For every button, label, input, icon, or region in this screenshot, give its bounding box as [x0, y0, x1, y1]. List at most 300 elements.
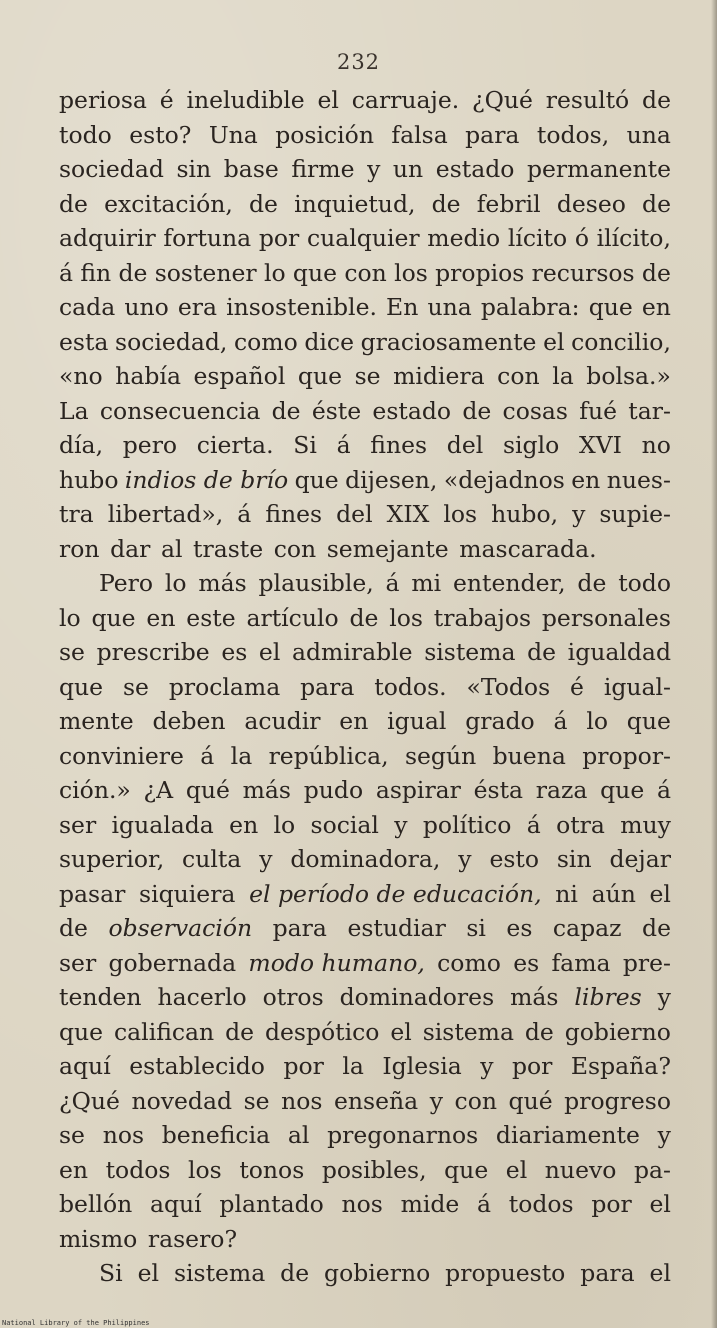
- word: medio: [427, 224, 501, 252]
- text-line: [59, 221, 671, 256]
- word: posición: [275, 120, 374, 149]
- word: del: [446, 431, 484, 459]
- word: esto: [489, 845, 539, 873]
- text-line: [59, 359, 671, 394]
- word: deben: [152, 707, 226, 735]
- word: á: [553, 707, 568, 735]
- word: á: [336, 431, 351, 459]
- word: de: [271, 396, 301, 425]
- word: nos: [281, 1086, 323, 1115]
- word: fines: [370, 431, 428, 459]
- word: y: [657, 983, 671, 1011]
- word: que: [292, 258, 338, 287]
- word: aquí: [149, 1190, 202, 1218]
- word: tra: [59, 500, 94, 528]
- text-line: [59, 980, 671, 1015]
- text-line: [59, 773, 671, 808]
- word: los: [443, 500, 478, 528]
- word: semejante: [326, 534, 449, 563]
- word: mi: [411, 569, 442, 597]
- word: capaz: [552, 914, 622, 942]
- word: prescribe: [96, 638, 210, 666]
- word: es: [513, 948, 540, 977]
- word: al: [287, 1121, 310, 1149]
- word: XIX: [386, 500, 430, 528]
- word: á: [200, 741, 215, 770]
- word: se: [122, 672, 149, 701]
- word: pasar: [59, 879, 126, 908]
- word: traste: [193, 534, 264, 563]
- word: esta: [59, 327, 109, 356]
- text-line: [59, 532, 671, 567]
- body-text: [59, 83, 671, 1291]
- word: ¿A: [143, 776, 174, 804]
- word: lo: [586, 707, 608, 735]
- word: más: [198, 569, 247, 597]
- page-edge: [711, 0, 717, 1328]
- word: sin: [556, 845, 592, 873]
- word: de: [349, 603, 379, 632]
- text-line: [59, 1049, 671, 1084]
- word: más: [510, 983, 559, 1011]
- word: lo: [273, 810, 296, 839]
- word: XVI: [578, 431, 622, 459]
- word: libertad»,: [107, 500, 224, 528]
- word: observación: [108, 914, 253, 942]
- word: este: [186, 603, 236, 632]
- word: plausible,: [258, 569, 374, 597]
- word: plantado: [219, 1190, 324, 1218]
- word: nuevo: [544, 1155, 617, 1184]
- word: beneficia: [161, 1121, 271, 1149]
- word: qué: [508, 1086, 553, 1115]
- word: todos: [508, 1190, 574, 1218]
- word: deseo: [556, 189, 626, 218]
- word: mismo: [59, 1224, 138, 1253]
- word: en: [59, 1155, 89, 1184]
- word: ¿Qué: [472, 86, 533, 114]
- word: y: [259, 845, 273, 873]
- word: conviniere: [59, 741, 184, 770]
- word: «no: [59, 362, 103, 390]
- word: fué: [579, 396, 617, 425]
- word: en: [571, 465, 601, 494]
- word: como: [437, 948, 501, 977]
- word: permanente: [526, 155, 671, 183]
- word: de: [462, 396, 492, 425]
- word: el: [649, 879, 671, 908]
- word: el: [505, 1155, 528, 1184]
- text-line: [59, 946, 671, 981]
- word: de: [118, 258, 148, 287]
- word: España?: [570, 1052, 671, 1080]
- word: al: [160, 534, 183, 563]
- word: igual-: [603, 672, 671, 701]
- word: graciosamente: [360, 327, 537, 356]
- word: aquí: [59, 1052, 111, 1080]
- word: por: [258, 224, 300, 252]
- word: Si: [99, 1259, 123, 1287]
- page-number: 232: [336, 50, 381, 74]
- word: según: [404, 741, 477, 770]
- word: hacerlo: [157, 983, 247, 1011]
- text-line: [59, 1015, 671, 1050]
- word: fortuna: [163, 224, 252, 252]
- word: diariamente: [495, 1121, 640, 1149]
- word: de: [280, 1259, 310, 1287]
- word: estudiar: [347, 914, 446, 942]
- word: establecido: [129, 1052, 265, 1080]
- word: sostener: [154, 258, 257, 287]
- word: ser: [59, 810, 97, 839]
- word: hubo,: [491, 500, 559, 528]
- word: libres: [574, 983, 642, 1011]
- word: ¿Qué: [59, 1086, 120, 1115]
- text-line: [59, 877, 671, 912]
- word: con: [454, 1086, 497, 1115]
- word: que: [600, 776, 645, 804]
- word: en: [229, 810, 259, 839]
- word: y: [572, 500, 586, 528]
- word: sistema: [422, 1017, 514, 1046]
- word: ineludible: [186, 86, 305, 114]
- word: de: [225, 1017, 255, 1046]
- text-line: [59, 601, 671, 636]
- word: La: [59, 396, 89, 425]
- word: Pero: [99, 569, 154, 597]
- word: tenden: [59, 983, 142, 1011]
- word: nos: [102, 1121, 145, 1149]
- word: de: [642, 914, 671, 942]
- word: un: [392, 155, 424, 183]
- word: personales: [541, 603, 671, 632]
- word: que: [626, 707, 671, 735]
- word: la: [230, 741, 253, 770]
- text-line: [59, 808, 671, 843]
- word: novedad: [131, 1086, 233, 1115]
- word: periosa: [59, 86, 147, 114]
- word: no: [641, 431, 671, 459]
- word: social: [310, 810, 379, 839]
- word: pre-: [622, 948, 671, 977]
- word: cada: [59, 293, 116, 321]
- word: se: [59, 638, 85, 666]
- text-line: [59, 325, 671, 360]
- text-line: [59, 1222, 671, 1257]
- word: que: [59, 1017, 104, 1046]
- word: hubo: [59, 465, 119, 494]
- word: Iglesia: [382, 1052, 462, 1080]
- word: rasero?: [147, 1224, 238, 1253]
- word: excitación,: [104, 189, 233, 218]
- word: y: [657, 1121, 671, 1149]
- word: había: [115, 362, 181, 390]
- word: buena: [492, 741, 566, 770]
- word: á: [656, 776, 671, 804]
- word: de: [642, 189, 671, 218]
- word: posibles,: [321, 1155, 427, 1184]
- word: califican: [114, 1017, 215, 1046]
- word: recursos: [531, 258, 635, 287]
- word: todo: [59, 120, 112, 149]
- word: el período de educación,: [249, 879, 542, 908]
- word: fama: [551, 948, 611, 977]
- word: de: [524, 1017, 554, 1046]
- word: una: [427, 293, 472, 321]
- word: firme: [291, 155, 355, 183]
- word: pregonarnos: [327, 1121, 479, 1149]
- word: de: [641, 258, 671, 287]
- word: aspirar: [375, 776, 461, 804]
- word: de: [59, 189, 88, 218]
- text-line: [59, 1153, 671, 1188]
- word: mente: [59, 707, 134, 735]
- word: dice: [304, 327, 354, 356]
- word: sin: [176, 155, 212, 183]
- word: ción.»: [59, 776, 131, 804]
- word: propuesto: [445, 1259, 566, 1287]
- library-credit: National Library of the Philippines: [2, 1319, 150, 1327]
- text-line: [59, 842, 671, 877]
- word: que: [59, 672, 104, 701]
- word: para: [300, 672, 355, 701]
- word: «dejadnos: [443, 465, 565, 494]
- word: más: [242, 776, 291, 804]
- word: por: [283, 1052, 324, 1080]
- word: gobierno: [324, 1259, 431, 1287]
- word: en: [146, 603, 176, 632]
- word: tonos: [239, 1155, 305, 1184]
- word: base: [223, 155, 279, 183]
- word: tar-: [628, 396, 671, 425]
- text-line: [59, 1256, 671, 1291]
- word: carruaje.: [351, 86, 460, 114]
- text-line: [59, 739, 671, 774]
- word: el: [649, 1259, 671, 1287]
- word: se: [243, 1086, 270, 1115]
- word: uno: [124, 293, 169, 321]
- word: entender,: [453, 569, 566, 597]
- word: á: [477, 1190, 492, 1218]
- word: lícito: [507, 224, 568, 252]
- word: ron: [59, 534, 100, 563]
- word: sistema: [173, 1259, 266, 1287]
- word: aún: [591, 879, 636, 908]
- word: inquietud,: [294, 189, 416, 218]
- word: bolsa.»: [586, 362, 671, 390]
- word: concilio,: [571, 327, 671, 356]
- word: otra: [556, 810, 605, 839]
- word: de: [577, 569, 607, 597]
- word: progreso: [564, 1086, 671, 1115]
- word: que: [91, 603, 136, 632]
- word: ésta: [473, 776, 524, 804]
- word: que: [297, 362, 342, 390]
- word: lo: [164, 569, 187, 597]
- word: culta: [182, 845, 242, 873]
- word: nos: [341, 1190, 383, 1218]
- word: raza: [535, 776, 588, 804]
- text-line: [59, 704, 671, 739]
- word: con: [497, 362, 540, 390]
- text-line: [59, 463, 671, 498]
- word: en: [339, 707, 369, 735]
- word: por: [511, 1052, 553, 1080]
- word: es: [506, 914, 533, 942]
- word: con: [344, 258, 387, 287]
- word: artículo: [246, 603, 339, 632]
- word: pudo: [303, 776, 364, 804]
- word: si: [466, 914, 486, 942]
- word: los: [394, 258, 428, 287]
- word: sistema: [424, 638, 516, 666]
- word: ó: [574, 224, 589, 252]
- word: admirable: [291, 638, 413, 666]
- word: «Todos: [466, 672, 551, 701]
- word: midiera: [393, 362, 485, 390]
- word: adquirir: [59, 224, 156, 252]
- word: los: [188, 1155, 222, 1184]
- word: febril: [476, 189, 541, 218]
- word: resultó: [545, 86, 630, 114]
- text-line: [59, 497, 671, 532]
- word: bellón: [59, 1190, 133, 1218]
- text-line: [59, 152, 671, 187]
- word: la: [552, 362, 574, 390]
- word: é: [159, 86, 174, 114]
- word: dominadores: [339, 983, 495, 1011]
- word: se: [59, 1121, 85, 1149]
- word: dominadora,: [290, 845, 441, 873]
- word: enseña: [334, 1086, 419, 1115]
- word: modo humano,: [248, 948, 425, 977]
- word: lo: [59, 603, 81, 632]
- word: qué: [185, 776, 230, 804]
- word: de: [59, 914, 88, 942]
- word: á: [385, 569, 400, 597]
- word: el: [137, 1259, 159, 1287]
- word: igualada: [111, 810, 214, 839]
- word: ser: [59, 948, 97, 977]
- word: en: [641, 293, 671, 321]
- text-line: [59, 290, 671, 325]
- word: mascarada.: [459, 534, 597, 563]
- word: con: [273, 534, 317, 563]
- word: despótico: [264, 1017, 380, 1046]
- word: fin: [80, 258, 112, 287]
- word: una: [626, 120, 671, 149]
- word: ni: [555, 879, 578, 908]
- word: y: [429, 1086, 443, 1115]
- word: mide: [400, 1190, 460, 1218]
- word: día,: [59, 431, 104, 459]
- word: para: [580, 1259, 635, 1287]
- word: En: [386, 293, 419, 321]
- word: fines: [265, 500, 323, 528]
- word: propios: [435, 258, 525, 287]
- word: que: [294, 465, 339, 494]
- word: se: [354, 362, 381, 390]
- word: de: [431, 189, 461, 218]
- word: el: [317, 86, 339, 114]
- text-line: [59, 911, 671, 946]
- word: todos,: [536, 120, 610, 149]
- text-line: [59, 670, 671, 705]
- word: por: [591, 1190, 632, 1218]
- word: nues-: [606, 465, 671, 494]
- word: dijesen,: [345, 465, 438, 494]
- text-line: [59, 1187, 671, 1222]
- word: cosas: [502, 396, 568, 425]
- word: dar: [110, 534, 151, 563]
- word: que: [588, 293, 633, 321]
- word: pa-: [633, 1155, 671, 1184]
- word: gobierno: [564, 1017, 671, 1046]
- word: español: [193, 362, 286, 390]
- text-line: [59, 187, 671, 222]
- word: propor-: [582, 741, 671, 770]
- word: y: [458, 845, 472, 873]
- word: para: [465, 120, 520, 149]
- word: siquiera: [139, 879, 236, 908]
- word: igual: [387, 707, 447, 735]
- word: á: [526, 810, 541, 839]
- text-line: [59, 566, 671, 601]
- word: á: [237, 500, 252, 528]
- word: cierta.: [196, 431, 274, 459]
- text-line: [59, 1118, 671, 1153]
- word: cualquier: [306, 224, 420, 252]
- word: que: [444, 1155, 489, 1184]
- word: del: [336, 500, 373, 528]
- word: trabajos: [433, 603, 532, 632]
- word: el: [258, 638, 281, 666]
- word: de: [642, 86, 671, 114]
- word: insostenible.: [226, 293, 377, 321]
- word: grado: [465, 707, 535, 735]
- word: acudir: [244, 707, 321, 735]
- word: político: [422, 810, 512, 839]
- word: todos: [105, 1155, 171, 1184]
- word: dejar: [609, 845, 671, 873]
- word: el: [390, 1017, 412, 1046]
- word: estado: [372, 396, 452, 425]
- word: muy: [620, 810, 671, 839]
- word: todo: [618, 569, 671, 597]
- word: ilícito,: [596, 224, 671, 252]
- word: consecuencia: [99, 396, 261, 425]
- word: supie-: [599, 500, 671, 528]
- word: para: [272, 914, 327, 942]
- word: y: [480, 1052, 494, 1080]
- word: sociedad: [59, 155, 164, 183]
- word: falsa: [391, 120, 448, 149]
- word: superior,: [59, 845, 165, 873]
- word: indios de brío: [124, 465, 289, 494]
- word: los: [389, 603, 423, 632]
- word: sociedad,: [115, 327, 228, 356]
- text-line: [59, 256, 671, 291]
- word: é: [570, 672, 584, 701]
- text-line: [59, 428, 671, 463]
- word: de: [527, 638, 557, 666]
- word: éste: [311, 396, 362, 425]
- word: y: [394, 810, 408, 839]
- word: gobernada: [108, 948, 237, 977]
- word: Una: [208, 120, 258, 149]
- word: á: [59, 258, 74, 287]
- text-line: [59, 394, 671, 429]
